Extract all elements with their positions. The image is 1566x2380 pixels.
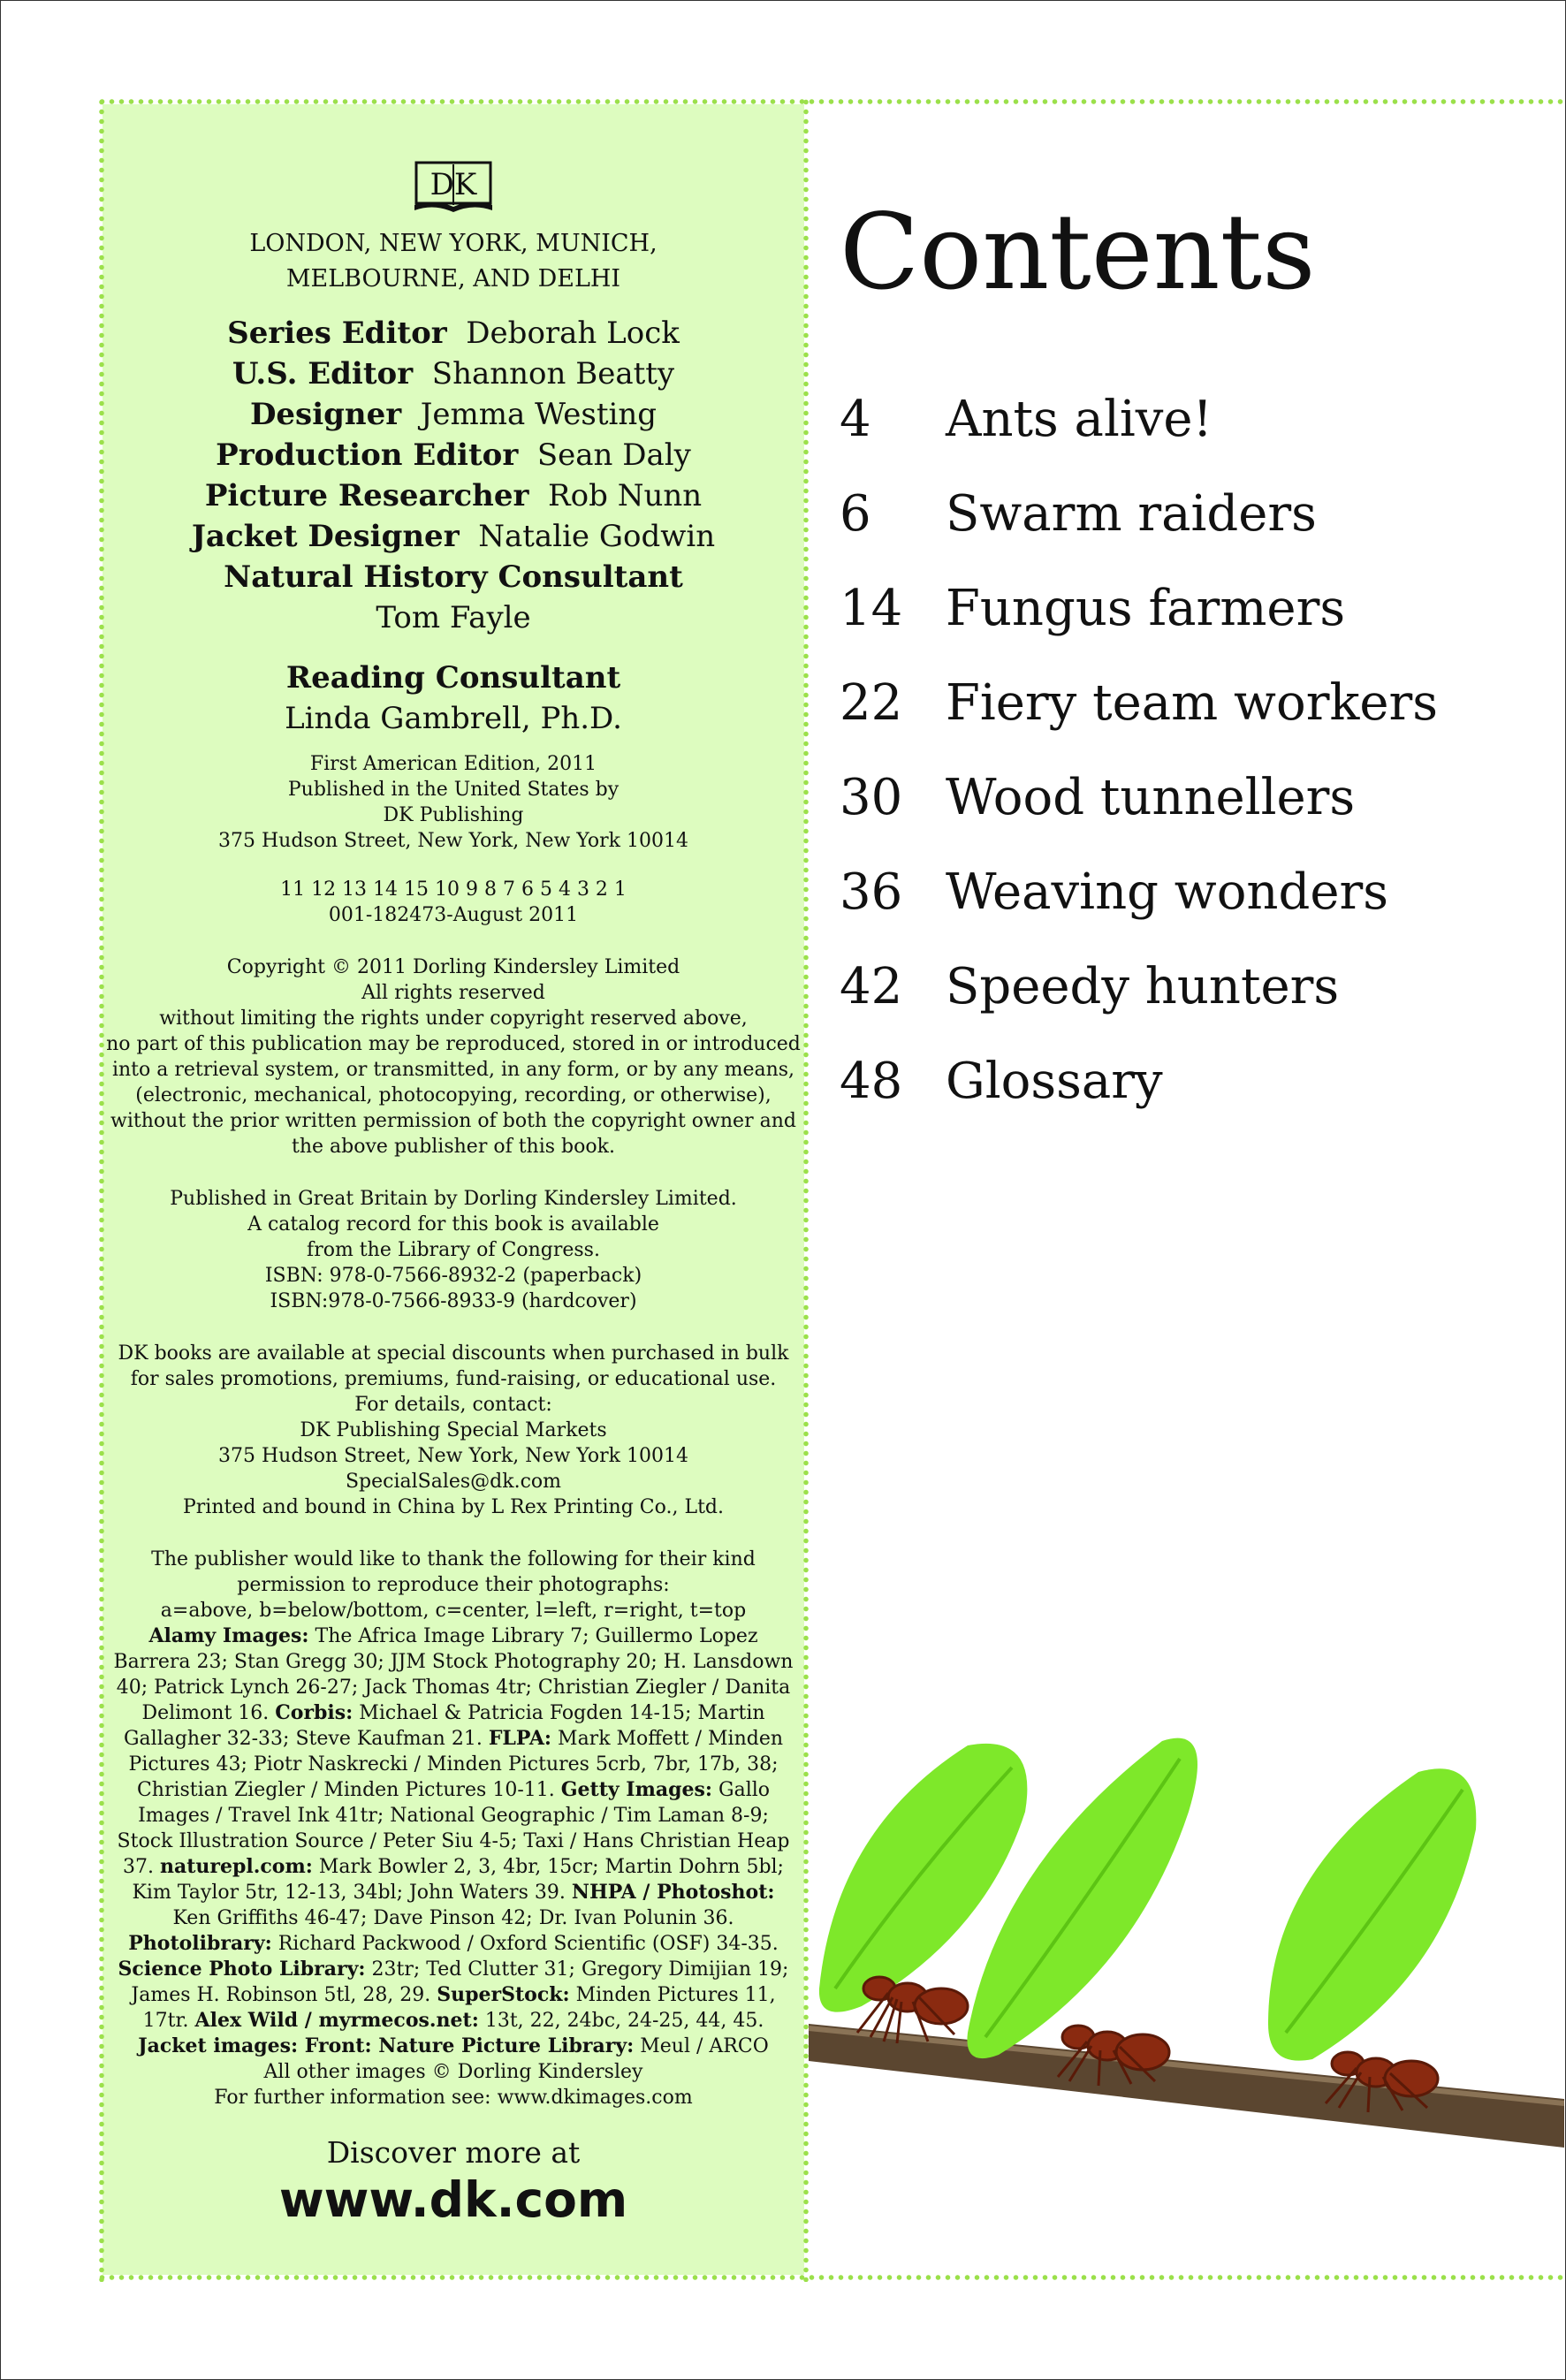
photo-credit-text: Stock Illustration Source / Peter Siu 4-5; Taxi / Hans Christian Heap [117,1830,790,1852]
photo-credit-text: Mark Bowler 2, 3, 4br, 15cr; Martin Dohrn 5bl; [312,1856,784,1878]
website-link[interactable]: www.dk.com [278,2171,628,2228]
toc-chapter-title: Glossary [946,1053,1163,1110]
credit-series-editor: Series Editor Deborah Lock [227,316,680,351]
edition-line: Published in the United States by [287,779,620,801]
photo-credit-line [103,1957,804,1982]
copyright-line: without limiting the rights under copyright reserved above, [159,1008,748,1030]
copyright-block [103,954,804,1160]
photo-credit-text: Ken Griffiths 46-47; Dave Pinson 42; Dr. Ivan Polunin 36. [172,1907,734,1929]
photo-credit-text: Pictures 43; Piotr Naskrecki / Minden Pictures 5crb, 7br, 17b, 38; [128,1753,779,1775]
photo-credit-text: Meul / ARCO [634,2035,769,2057]
toc-page-number: 14 [840,580,903,637]
copyright-line: Copyright © 2011 Dorling Kindersley Limited [226,956,680,978]
print-run-line: 11 12 13 14 15 10 9 8 7 6 5 4 3 2 1 [280,878,627,901]
sales-line: for sales promotions, premiums, fund-raising, or educational use. [130,1368,777,1390]
copyright-line: the above publisher of this book. [292,1136,615,1158]
acknowledgements-block [103,1547,804,1623]
branch [809,2024,1564,2148]
photo-credit-line [103,1803,804,1829]
toc-page-number: 30 [840,769,903,826]
cities-line-2: MELBOURNE, AND DELHI [285,265,621,293]
photo-credit-source: SuperStock: [437,1983,570,2006]
edition-line: First American Edition, 2011 [309,753,597,775]
edition-block [103,751,804,854]
toc-page-number: 42 [840,958,903,1015]
toc-chapter-title: Fungus farmers [946,580,1346,637]
toc-chapter-title: Ants alive! [946,391,1213,448]
dk-logo [411,159,496,217]
edition-line: 375 Hudson Street, New York, New York 10014 [218,830,688,852]
photo-credit-text: Gallo [712,1779,771,1801]
photo-credit-source: Alamy Images: [148,1624,309,1647]
sales-line: 375 Hudson Street, New York, New York 10014 [218,1445,688,1467]
photo-credit-text: 17tr. [142,2010,195,2032]
photo-credit-line [103,1649,804,1675]
credit-picture-researcher: Picture Researcher Rob Nunn [204,478,703,513]
credit-production-editor: Production Editor Sean Daly [216,437,691,473]
photo-credit-text: Michael & Patricia Fogden 14-15; Martin [353,1702,765,1724]
photo-credit-text: For further information see: www.dkimages.com [214,2087,693,2109]
cities-line-1: LONDON, NEW YORK, MUNICH, [249,230,658,257]
imprint-column [103,159,804,2229]
photo-credit-line [103,1880,804,1905]
credit-consultant-name: Tom Fayle [376,600,531,635]
toc-entry[interactable] [840,578,1438,673]
toc-page-number: 36 [840,863,903,921]
catalog-line: ISBN:978-0-7566-8933-9 (hardcover) [270,1290,637,1312]
toc-chapter-title: Fiery team workers [946,674,1439,732]
sales-line: Printed and bound in China by L Rex Printing Co., Ltd. [182,1496,724,1518]
catalog-line: A catalog record for this book is available [247,1213,659,1236]
photo-credit-text: 37. [123,1856,160,1878]
photo-credit-source: NHPA / Photoshot: [571,1881,775,1904]
toc-entry[interactable] [840,673,1438,767]
photo-credit-text: Delimont 16. [141,1702,276,1724]
photo-credit-source: Photolibrary: [128,1932,272,1955]
photo-credit-line [103,1982,804,2008]
photo-credit-text: 23tr; Ted Clutter 31; Gregory Dimijian 19; [365,1958,789,1981]
sales-line: SpecialSales@dk.com [345,1471,562,1493]
photo-credit-text: Minden Pictures 11, [569,1984,776,2006]
toc-entry[interactable] [840,483,1438,578]
acknowledgements-line: permission to reproduce their photographs: [237,1574,670,1596]
print-run-block [103,877,804,928]
catalog-block [103,1186,804,1314]
toc-chapter-title: Swarm raiders [946,485,1317,543]
photo-credit-line [103,1829,804,1854]
photo-credit-line [103,2059,804,2085]
photo-credit-line [103,1623,804,1649]
reading-consultant-name: Linda Gambrell, Ph.D. [285,701,622,736]
photo-credit-line [103,2008,804,2034]
credit-us-editor: U.S. Editor Shannon Beatty [232,356,675,392]
sales-line: DK Publishing Special Markets [300,1419,607,1441]
photo-credit-line [103,2085,804,2110]
sales-block [103,1341,804,1520]
reading-consultant-role: Reading Consultant [285,660,621,696]
photo-credit-text: Barrera 23; Stan Gregg 30; JJM Stock Photography 20; H. Lansdown [113,1651,794,1673]
copyright-line: All rights reserved [361,982,545,1004]
discover-line: Discover more at [326,2135,581,2170]
photo-credit-text: All other images © Dorling Kindersley [263,2061,643,2083]
dk-logo-text: DK [430,167,477,202]
acknowledgements-line: The publisher would like to thank the following for their kind [151,1548,756,1570]
photo-credit-line [103,1700,804,1726]
toc-chapter-title: Speedy hunters [946,958,1340,1015]
sales-line: DK books are available at special discounts when purchased in bulk [118,1342,789,1365]
photo-credit-line [103,1777,804,1803]
toc-entry[interactable] [840,767,1438,862]
photo-credit-line [103,1726,804,1752]
catalog-line: Published in Great Britain by Dorling Kindersley Limited. [170,1188,737,1210]
photo-credit-source: Getty Images: [560,1778,713,1801]
photo-credit-text: 13t, 22, 24bc, 24-25, 44, 45. [478,2010,764,2032]
photo-credit-line [103,1752,804,1777]
toc-page-number: 22 [840,674,903,732]
photo-credits-block [103,1623,804,2110]
photo-credit-source: Science Photo Library: [118,1958,366,1981]
credit-jacket-designer: Jacket Designer Natalie Godwin [191,519,716,554]
copyright-line: without the prior written permission of both the copyright owner and [110,1110,796,1132]
photo-credit-text: The Africa Image Library 7; Guillermo Lopez [308,1625,758,1647]
copyright-line: (electronic, mechanical, photocopying, recording, or otherwise), [135,1084,772,1106]
toc-page-number: 48 [840,1053,903,1110]
photo-credit-line [103,1854,804,1880]
photo-credit-line [103,1931,804,1957]
toc-chapter-title: Wood tunnellers [946,769,1356,826]
catalog-line: from the Library of Congress. [307,1239,600,1261]
sales-line: For details, contact: [354,1394,552,1416]
toc-page-number: 4 [840,391,871,448]
photo-credit-text: Mark Moffett / Minden [551,1728,784,1750]
photo-credit-text: Richard Packwood / Oxford Scientific (OSF) 34-35. [271,1933,779,1955]
photo-credit-line [103,2034,804,2059]
contents-title: Contents [840,191,1316,313]
copyright-line: no part of this publication may be reproduced, stored in or introduced [106,1033,801,1055]
photo-credit-source: naturepl.com: [159,1855,313,1878]
photo-credit-text: James H. Robinson 5tl, 28, 29. [131,1984,437,2006]
catalog-line: ISBN: 978-0-7566-8932-2 (paperback) [264,1265,642,1287]
copyright-line: into a retrieval system, or transmitted, in any form, or by any means, [111,1059,795,1081]
dotted-border-bottom [97,2273,1564,2282]
photo-credit-text: Images / Travel Ink 41tr; National Geographic / Tim Laman 8-9; [138,1805,769,1827]
photo-credit-text: Gallagher 32-33; Steve Kaufman 21. [123,1728,489,1750]
edition-line: DK Publishing [383,804,524,826]
toc-entry[interactable] [840,389,1438,483]
photo-credit-text: Christian Ziegler / Minden Pictures 10-11. [136,1779,561,1801]
photo-credit-text: Kim Taylor 5tr, 12-13, 34bl; John Waters 39. [132,1882,572,1904]
dotted-border-top [97,97,1564,106]
acknowledgements-line: a=above, b=below/bottom, c=center, l=left, r=right, t=top [160,1600,747,1622]
reading-consultant [103,658,804,739]
photo-credit-line [103,1675,804,1700]
photo-credit-text: 40; Patrick Lynch 26-27; Jack Thomas 4tr; Christian Ziegler / Danita [116,1677,791,1699]
photo-credit-source: Corbis: [275,1701,353,1724]
credit-consultant-role: Natural History Consultant [224,559,683,595]
toc-chapter-title: Weaving wonders [946,863,1388,921]
print-run-line: 001-182473-August 2011 [328,904,579,926]
photo-credit-line [103,1905,804,1931]
photo-credit-source: FLPA: [488,1727,552,1750]
photo-credit-source: Jacket images: Front: Nature Picture Library: [138,2034,635,2057]
credit-designer: Designer Jemma Westing [249,397,658,432]
leafcutter-ants-image [809,848,1564,2174]
ant-1 [857,1977,968,2043]
photo-credit-source: Alex Wild / myrmecos.net: [194,2009,479,2032]
credits-list [103,313,804,638]
toc-page-number: 6 [840,485,871,543]
